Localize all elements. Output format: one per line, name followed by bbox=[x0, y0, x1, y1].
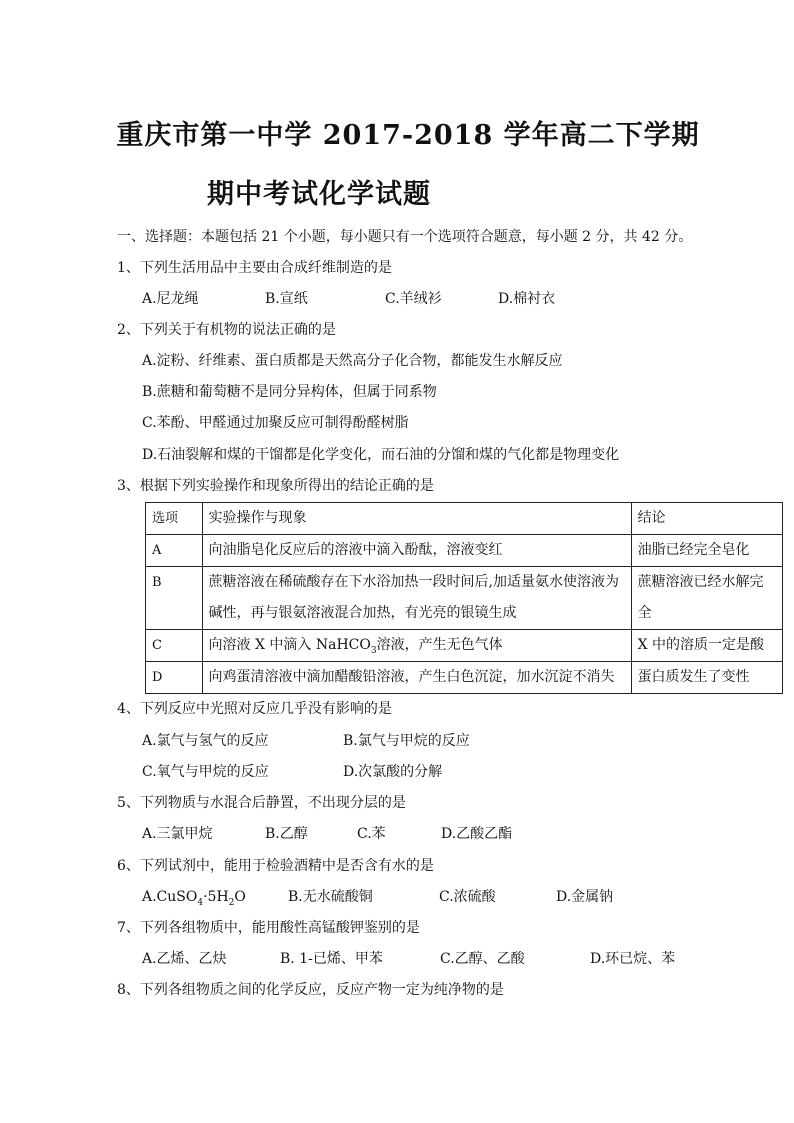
subscript: 3 bbox=[370, 645, 377, 656]
row-operation-line1: 蔗糖溶液在稀硫酸存在下水浴加热一段时间后,加适量氨水使溶液为 bbox=[208, 574, 619, 590]
exam-title-line2: 期中考试化学试题 bbox=[207, 179, 431, 210]
table-row bbox=[146, 567, 783, 630]
q5-option-b: B.乙醇 bbox=[265, 826, 308, 842]
subscript: 2 bbox=[228, 897, 235, 908]
q6-option-a-mid: ·5H bbox=[203, 889, 229, 905]
q7-option-b: B. 1-已烯、甲苯 bbox=[280, 951, 383, 967]
section-header: 一、选择题：本题包括 21 个小题，每小题只有一个选项符合题意，每小题 2 分，共 42 分。 bbox=[117, 229, 693, 245]
q4-option-b: B.氯气与甲烷的反应 bbox=[343, 733, 470, 749]
q2-option-a: A.淀粉、纤维素、蛋白质都是天然高分子化合物，都能发生水解反应 bbox=[142, 353, 563, 369]
q6-option-a bbox=[142, 887, 246, 907]
q5-option-d: D.乙酸乙酯 bbox=[441, 826, 513, 842]
question-2-stem: 2、下列关于有机物的说法正确的是 bbox=[117, 322, 336, 338]
q1-option-c: C.羊绒衫 bbox=[385, 291, 442, 307]
subscript: 4 bbox=[197, 897, 204, 908]
question-7-stem: 7、下列各组物质中，能用酸性高锰酸钾鉴别的是 bbox=[117, 920, 420, 936]
question-4-stem: 4、下列反应中光照对反应几乎没有影响的是 bbox=[117, 701, 392, 717]
q4-option-a: A.氯气与氢气的反应 bbox=[142, 733, 269, 749]
question-8-stem: 8、下列各组物质之间的化学反应，反应产物一定为纯净物的是 bbox=[117, 982, 504, 998]
q5-option-a: A.三氯甲烷 bbox=[142, 826, 213, 842]
table-row bbox=[146, 630, 783, 662]
question-6-stem: 6、下列试剂中，能用于检验酒精中是否含有水的是 bbox=[117, 858, 434, 874]
table-row bbox=[146, 535, 783, 567]
row-option: C bbox=[146, 630, 203, 662]
question-5-stem: 5、下列物质与水混合后静置，不出现分层的是 bbox=[117, 795, 406, 811]
q7-option-a: A.乙烯、乙炔 bbox=[142, 951, 227, 967]
row-operation bbox=[202, 630, 631, 662]
q2-option-c: C.苯酚、甲醛通过加聚反应可制得酚醛树脂 bbox=[142, 415, 409, 431]
q2-option-d: D.石油裂解和煤的干馏都是化学变化，而石油的分馏和煤的气化都是物理变化 bbox=[142, 447, 620, 463]
question-1-stem: 1、下列生活用品中主要由合成纤维制造的是 bbox=[117, 260, 392, 276]
table-header-operation: 实验操作与现象 bbox=[202, 503, 631, 535]
table-header-option: 选项 bbox=[146, 503, 203, 535]
q6-option-a-pre: A.CuSO bbox=[142, 889, 198, 905]
row-option: A bbox=[146, 535, 203, 567]
row-operation-pre: 向溶液 X 中滴入 NaHCO bbox=[208, 637, 371, 653]
q6-option-c: C.浓硫酸 bbox=[439, 889, 496, 905]
q1-option-a: A.尼龙绳 bbox=[142, 291, 199, 307]
question-3-stem: 3、根据下列实验操作和现象所得出的结论正确的是 bbox=[117, 478, 434, 494]
q5-option-c: C.苯 bbox=[357, 826, 386, 842]
row-conclusion: 蛋白质发生了变性 bbox=[631, 662, 782, 694]
exam-title-line1: 重庆市第一中学 2017-2018 学年高二下学期 bbox=[116, 120, 700, 151]
q6-option-a-end: O bbox=[234, 889, 246, 905]
table-header-conclusion: 结论 bbox=[631, 503, 782, 535]
q4-option-c: C.氧气与甲烷的反应 bbox=[142, 764, 269, 780]
table-header-row bbox=[146, 503, 783, 535]
row-operation-post: 溶液，产生无色气体 bbox=[376, 637, 503, 653]
q7-option-d: D.环已烷、苯 bbox=[590, 951, 676, 967]
row-operation: 向鸡蛋清溶液中滴加醋酸铅溶液，产生白色沉淀，加水沉淀不消失 bbox=[202, 662, 631, 694]
row-option: D bbox=[146, 662, 203, 694]
q6-option-b: B.无水硫酸铜 bbox=[288, 889, 373, 905]
row-conclusion: 蔗糖溶液已经水解完全 bbox=[631, 567, 782, 630]
row-option: B bbox=[146, 567, 203, 630]
row-operation-line2: 碱性，再与银氨溶液混合加热，有光亮的银镜生成 bbox=[208, 605, 517, 621]
q3-table bbox=[145, 502, 783, 694]
q6-option-d: D.金属钠 bbox=[556, 889, 614, 905]
q4-option-d: D.次氯酸的分解 bbox=[343, 764, 443, 780]
row-conclusion: X 中的溶质一定是酸 bbox=[631, 630, 782, 662]
row-operation: 向油脂皂化反应后的溶液中滴入酚酞，溶液变红 bbox=[202, 535, 631, 567]
table-row bbox=[146, 662, 783, 694]
q1-option-d: D.棉衬衣 bbox=[498, 291, 556, 307]
q7-option-c: C.乙醇、乙酸 bbox=[440, 951, 525, 967]
q2-option-b: B.蔗糖和葡萄糖不是同分异构体，但属于同系物 bbox=[142, 384, 437, 400]
q1-option-b: B.宣纸 bbox=[265, 291, 308, 307]
row-operation bbox=[202, 567, 631, 630]
row-conclusion: 油脂已经完全皂化 bbox=[631, 535, 782, 567]
